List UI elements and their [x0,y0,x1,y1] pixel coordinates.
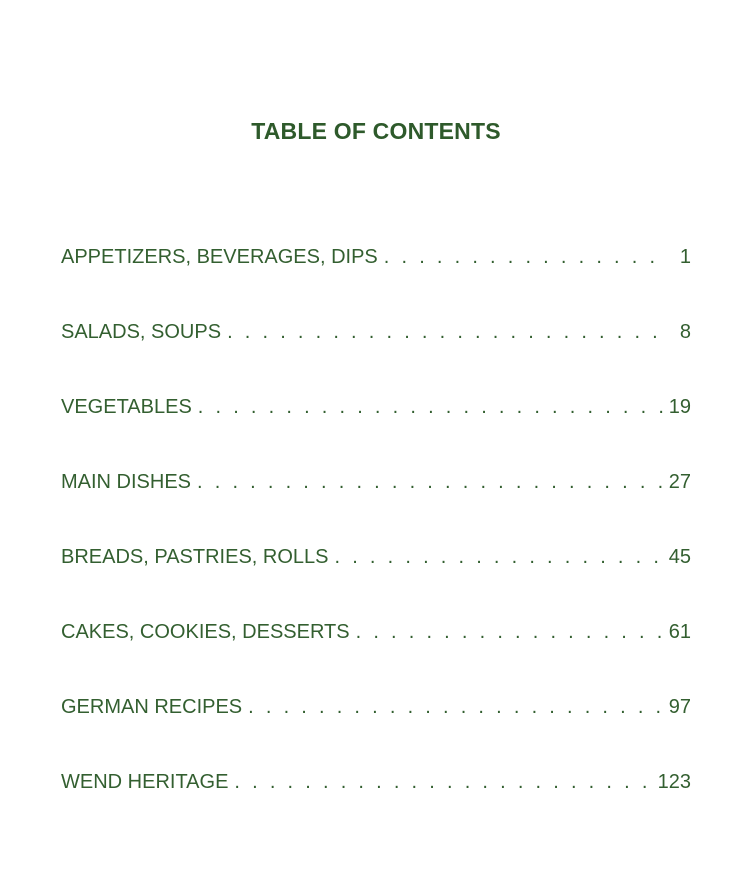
toc-entry-wend-heritage [61,771,691,846]
toc-entry-page: 1 [679,246,691,268]
dot-leader [384,246,663,269]
toc-entry-page: 45 [668,546,691,568]
toc-entry-page: 8 [679,321,691,343]
toc-entry-page: 61 [668,621,691,643]
toc-entry-page: 97 [668,696,691,718]
toc-entry-label: MAIN DISHES [61,471,192,493]
toc-entry-salads [61,321,691,396]
dot-leader [197,471,663,494]
toc-entry-vegetables [61,396,691,471]
toc-entry-label: WEND HERITAGE [61,771,229,793]
toc-entry-appetizers [61,246,691,321]
dot-leader [227,321,663,344]
dot-leader [335,546,663,569]
toc-entry-label: GERMAN RECIPES [61,696,243,718]
toc-entry-label: BREADS, PASTRIES, ROLLS [61,546,329,568]
toc-entry-page: 19 [668,396,691,418]
toc-entry-cakes [61,621,691,696]
page-title: TABLE OF CONTENTS [251,118,501,144]
dot-leader [356,621,663,644]
toc-entry-label: APPETIZERS, BEVERAGES, DIPS [61,246,378,268]
toc-entry-label: CAKES, COOKIES, DESSERTS [61,621,350,643]
dot-leader [198,396,663,419]
toc-entry-page: 123 [657,771,691,793]
dot-leader [234,771,651,794]
toc-entry-label: SALADS, SOUPS [61,321,222,343]
toc-entry-page: 27 [668,471,691,493]
toc-entry-label: VEGETABLES [61,396,192,418]
dot-leader [248,696,663,719]
table-of-contents [61,246,691,846]
toc-entry-german-recipes [61,696,691,771]
toc-entry-breads [61,546,691,621]
toc-entry-main-dishes [61,471,691,546]
